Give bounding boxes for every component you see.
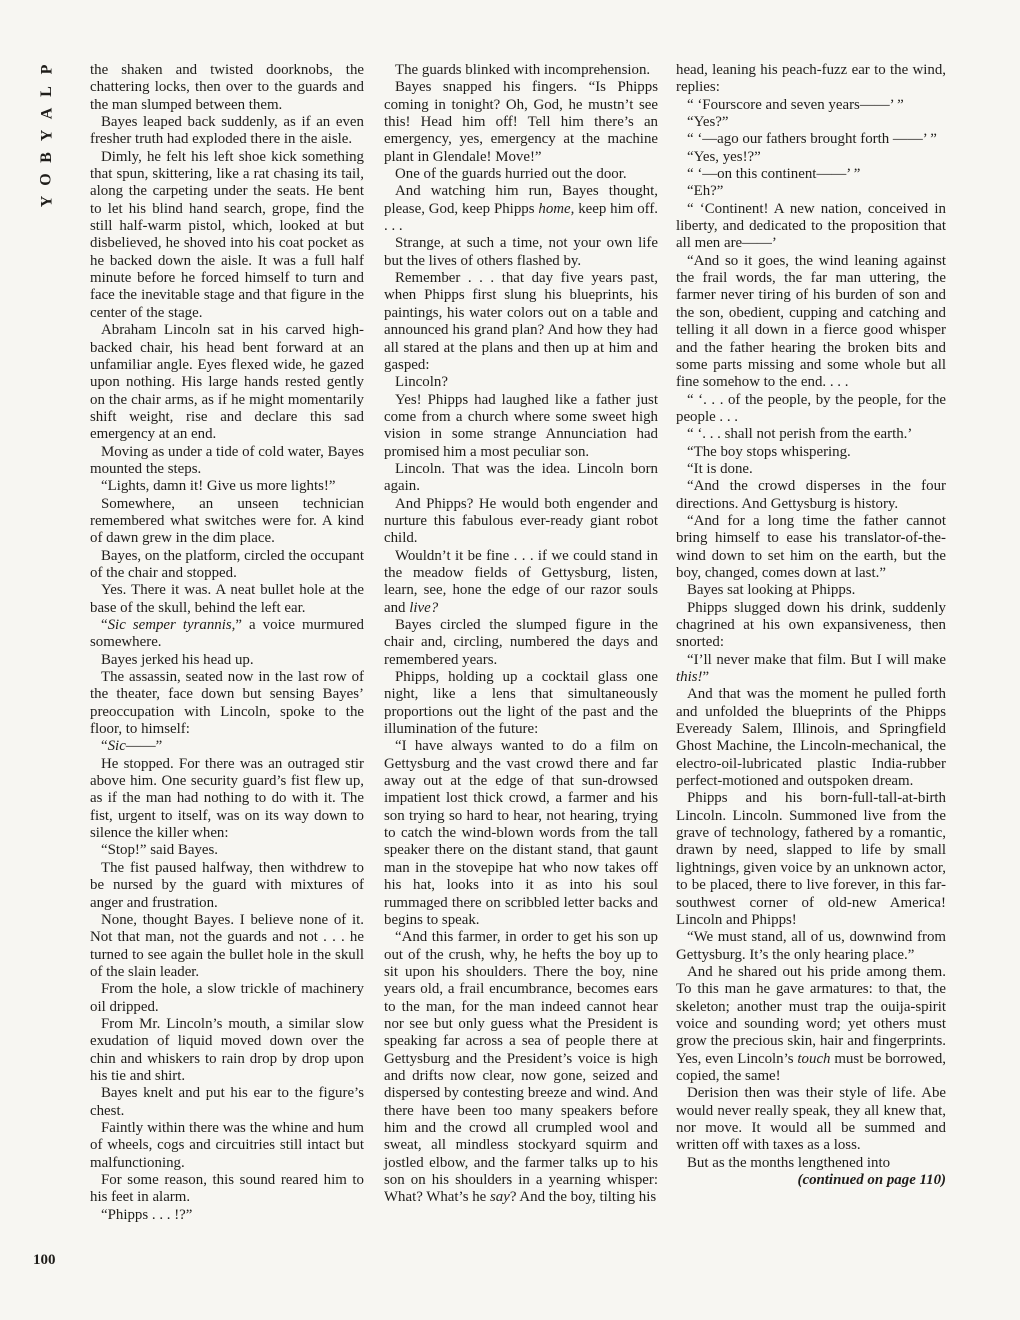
paragraph: The guards blinked with incomprehension. (395, 62, 651, 78)
paragraph: head, leaning his peach-fuzz ear to the wind, replies: (676, 62, 946, 96)
paragraph: “Phipps . . . !?” (101, 1206, 193, 1223)
paragraph: Strange, at such a time, not your own life but the lives of others flashed by. (384, 235, 658, 269)
paragraph: Wouldn’t it be fine . . . if we could stand in the meadow fields of Gettysburg, listen, learn, see, hone the edge of our razor souls and live? (384, 547, 658, 616)
paragraph: “Lights, damn it! Give us more lights!” (101, 478, 336, 495)
paragraph: And he shared out his pride among them. To this man he gave armatures: to that, the skeleton; another must trap the ouija-spirit voice and sounding word; yet others must grow the precious skin, hair and fingerprints. Yes, even Lincoln’s touch must be borrowed, copied, the same! (676, 963, 946, 1084)
paragraph: “Sic——” (101, 738, 163, 755)
masthead-letter: A (38, 106, 55, 120)
paragraph: “ ‘—on this continent——’ ” (687, 166, 861, 183)
paragraph: Remember . . . that day five years past, when Phipps first slung his blueprints, his paintings, his water colors out on a table and announced his grand plan? And how they had all stared at the plans and then up at him and gasped: (384, 270, 658, 373)
paragraph: “ ‘—ago our fathers brought forth ——’ ” (687, 131, 937, 148)
paragraph: “ ‘Fourscore and seven years——’ ” (687, 96, 904, 113)
paragraph: Bayes jerked his head up. (101, 651, 254, 668)
paragraph: “We must stand, all of us, downwind from Gettysburg. It’s the only hearing place.” (676, 929, 946, 963)
magazine-masthead (34, 58, 60, 212)
masthead-letter: B (37, 151, 55, 163)
article-column-2 (384, 62, 658, 1207)
masthead-letter: Y (38, 128, 55, 142)
paragraph: Dimly, he felt his left shoe kick something that spun, skittering, like a rat chasing its tail, along the carpeting under the seats. He bent to let his blind hand search, grope, find the still half-warm pistol, which, looked at but disbelieved, he shoved into his coat pocket as he backed down the aisle. It was a full half minute before he forced himself to turn and face the inevitable stage and that figure in the center of the stage. (90, 148, 364, 321)
paragraph: “And the crowd disperses in the four directions. And Gettysburg is history. (676, 478, 946, 512)
paragraph: “And so it goes, the wind leaning against the frail words, the far man uttering, the farmer never tiring of his burden of son and the son, obedient, cupping and catching and telling it all down in a fierce good whisper and the father hearing the broken bits and some parts missing and some whole but all fine somehow to the end. . . . (676, 252, 946, 391)
paragraph: “The boy stops whispering. (687, 443, 851, 460)
continuation-note: (continued on page 110) (797, 1172, 946, 1188)
paragraph: “It is done. (687, 460, 753, 477)
paragraph: From Mr. Lincoln’s mouth, a similar slow exudation of liquid moved down over the chin and whiskers to rain drop by drop upon his tie and shirt. (90, 1015, 364, 1084)
paragraph: Phipps slugged down his drink, suddenly chagrined at his own expansiveness, then snorted: (676, 599, 946, 651)
paragraph: The fist paused halfway, then withdrew to be nursed by the guard with mixtures of anger and frustration. (90, 859, 364, 911)
paragraph: “I’ll never make that film. But I will make this!” (676, 651, 946, 686)
paragraph: Bayes knelt and put his ear to the figure’s chest. (90, 1085, 364, 1119)
paragraph: And watching him run, Bayes thought, please, God, keep Phipps home, keep him off. . . . (384, 183, 659, 235)
paragraph: “Yes?” (687, 114, 729, 131)
paragraph: Phipps and his born-full-tall-at-birth Lincoln. Lincoln. Summoned live from the grave of technology, fathered by a romantic, drawn by need, slapped to life by small lightnings, given voice by an unknown actor, to be placed, there to live forever, in this far-southwest corner of old-new America! Lincoln and Phipps! (676, 790, 946, 928)
paragraph: Derision then was their style of life. Abe would never really speak, they all knew that, nor move. It would all be summed and written off with taxes as a loss. (676, 1085, 946, 1154)
paragraph: “Sic semper tyrannis,” a voice murmured somewhere. (90, 617, 364, 651)
paragraph: Lincoln. That was the idea. Lincoln born again. (384, 460, 658, 495)
paragraph: “ ‘. . . of the people, by the people, for the people . . . (676, 391, 946, 425)
paragraph: Somewhere, an unseen technician remembered what switches were for. A kind of dawn grew in the dim place. (90, 495, 364, 547)
paragraph: Bayes sat looking at Phipps. (687, 582, 856, 599)
paragraph: And Phipps? He would both engender and nurture this fabulous ever-ready giant robot child. (384, 495, 658, 547)
paragraph: But as the months lengthened into (687, 1154, 891, 1171)
paragraph: Lincoln? (395, 374, 448, 391)
paragraph: The assassin, seated now in the last row of the theater, face down but sensing Bayes’ preoccupation with Lincoln, spoke to the floor, to himself: (90, 669, 364, 738)
paragraph: From the hole, a slow trickle of machinery oil dripped. (90, 981, 364, 1015)
paragraph: None, thought Bayes. I believe none of it. Not that man, not the guards and not . . . he turned to see again the bullet hole in the skull of the slain leader. (90, 911, 364, 980)
paragraph: Yes! Phipps had laughed like a father just come from a church where some sweet high vision in some strange Annunciation had promised him a most peculiar son. (384, 391, 658, 460)
paragraph: He stopped. For there was an outraged stir above him. One security guard’s fist flew up, as if the man had nothing to do with it. The fist, urgent to itself, was on its way down to silence the killer when: (90, 755, 364, 842)
paragraph: And that was the moment he pulled forth and unfolded the blueprints of the Phipps Eveready Salem, Illinois, and Springfield Ghost Machine, the Lincoln-mechanical, the electro-oil-lubricated plastic India-rubber perfect-motioned and outspoken dream. (676, 686, 946, 790)
paragraph: Abraham Lincoln sat in his carved high-backed chair, his head bent forward at an unfamiliar angle. Eyes flexed wide, he gazed upon nothing. His large hands rested gently on the chair arms, as if he might momentarily shift weight, rise and declare this sad emergency at an end. (90, 322, 364, 443)
masthead-letter: O (37, 172, 55, 186)
paragraph: “Yes, yes!?” (687, 148, 761, 165)
paragraph: “And this farmer, in order to get his son up out of the crush, why, he hefts the boy up to sit upon his shoulders. There the boy, nine years old, a frail encumbrance, becomes ears to the man, for the man indeed cannot hear nor see but only guess what the President is speaking far across a sea of people there at Gettysburg and the President’s voice is high and drifts now clear, now gone, seized and dispersed by contesting breeze and wind. And there have been too many speakers before him and the crowd all crumpled wool and sweat, all mindless stockyard squirm and jostled elbow, and the farmer talks up to his son on his shoulders in a yearning whisper: What? What’s he say? And the boy, tilting his (384, 929, 658, 1206)
paragraph: One of the guards hurried out the door. (395, 166, 627, 183)
paragraph: “Eh?” (687, 183, 724, 200)
paragraph: Bayes snapped his fingers. “Is Phipps coming in tonight? Oh, God, he mustn’t see this! Head him off! Tell him there’s an emergency, yes, emergency at the machine plant in Glendale! Move!” (384, 79, 658, 165)
paragraph: Yes. There it was. A neat bullet hole at the base of the skull, behind the left ear. (90, 582, 364, 616)
paragraph: Bayes, on the platform, circled the occupant of the chair and stopped. (90, 547, 364, 581)
paragraph: Moving as under a tide of cold water, Bayes mounted the steps. (90, 443, 364, 477)
paragraph: For some reason, this sound reared him to his feet in alarm. (90, 1172, 364, 1206)
article-column-1 (90, 62, 364, 1224)
paragraph: Phipps, holding up a cocktail glass one night, like a lens that simultaneously proportions out the light of the past and the illumination of the future: (384, 669, 658, 738)
article-column-3 (676, 62, 946, 1189)
paragraph: Bayes circled the slumped figure in the chair and, circling, numbered the days and remembered years. (384, 617, 658, 668)
paragraph: “ ‘. . . shall not perish from the earth.’ (687, 426, 913, 443)
masthead-letter: Y (38, 194, 55, 208)
paragraph: “And for a long time the father cannot bring himself to ease his translator-of-the-wind down to set him on the earth, but the boy, changed, comes down at last.” (676, 512, 946, 581)
paragraph: “Stop!” said Bayes. (101, 842, 219, 859)
page-number: 100 (33, 1252, 56, 1268)
masthead-letter: P (38, 63, 55, 75)
paragraph: “I have always wanted to do a film on Gettysburg and the vast crowd there and far away out at the edge of that sun-drowsed impatient lost thick crowd, a farmer and his son trying so hard to hear, not hearing, trying to catch the wind-blown words from the tall speaker there on the distant stand, that gaunt man in the stovepipe hat who now takes off his hat, looks into it as into his soul rummaged there on scribbled letter backs and begins to speak. (384, 738, 658, 928)
paragraph: Faintly within there was the whine and hum of wheels, cogs and circuitries still intact but malfunctioning. (90, 1119, 364, 1171)
paragraph: “ ‘Continent! A new nation, conceived in liberty, and dedicated to the proposition that all men are——’ (676, 200, 946, 252)
masthead-letter: L (37, 85, 55, 97)
paragraph: the shaken and twisted doorknobs, the chattering locks, then over to the guards and the man slumped between them. (90, 62, 364, 113)
paragraph: Bayes leaped back suddenly, as if an even fresher truth had exploded there in the aisle. (90, 114, 364, 148)
